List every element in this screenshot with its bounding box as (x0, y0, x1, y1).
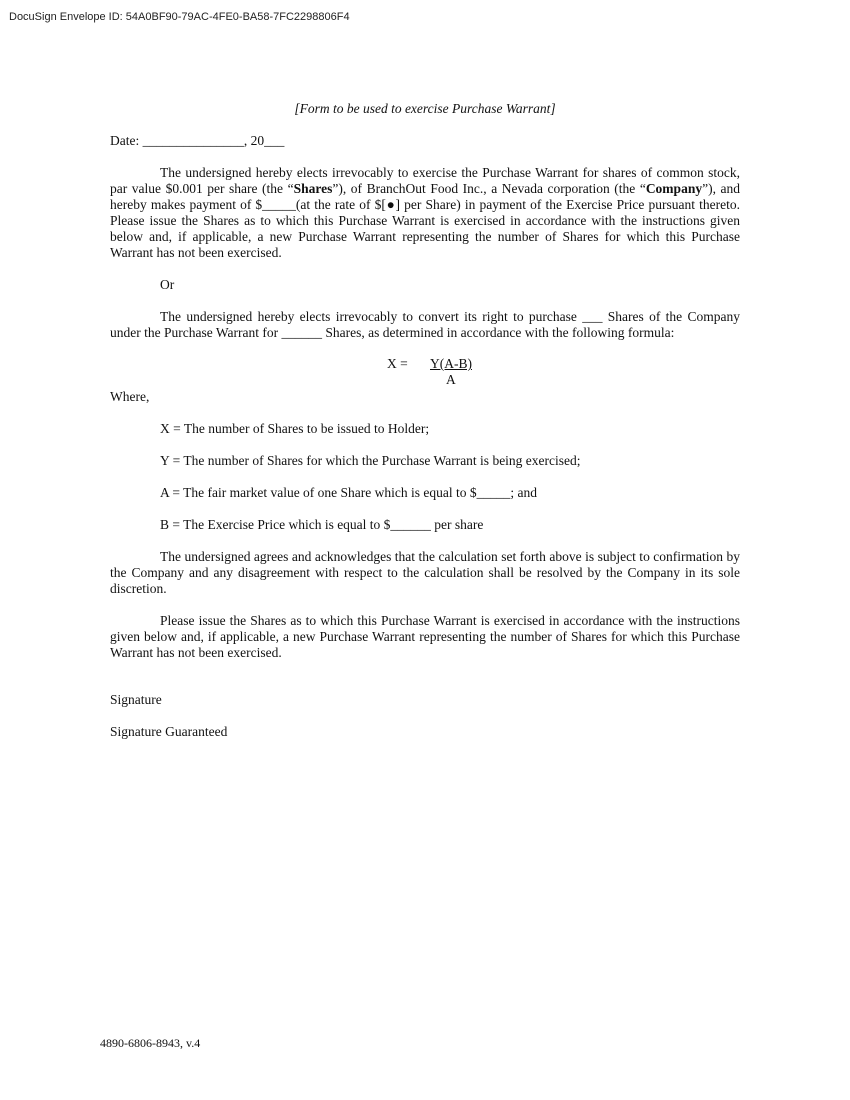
acknowledgement-paragraph: The undersigned agrees and acknowledges that the calculation set forth above is subject to confirmation by the Company and any disagreement with respect to the calculation shall be resolved by the Company in its sole discretion. (110, 549, 740, 596)
definition-a: A = The fair market value of one Share which is equal to $_____; and (160, 485, 538, 500)
exercise-paragraph-text-1: The undersigned hereby elects irrevocably to exercise the Purchase Warrant for shares of common stock, par value $0.001 per share (the “ (110, 165, 740, 196)
envelope-id: DocuSign Envelope ID: 54A0BF90-79AC-4FE0-BA58-7FC2298806F4 (9, 11, 350, 23)
signature-label: Signature (110, 692, 162, 707)
exercise-paragraph-text-3: ”), and hereby makes payment of $_____(at the rate of $[●] per Share) in payment of the Exercise Price pursuant thereto. Please issue the Shares as to which this Purchase Warrant is exercised in accordance with the instructions given below and, if applicable, a new Purchase Warrant representing the number of Shares for which this Purchase Warrant has not been exercised. (110, 181, 740, 260)
company-term: Company (645, 181, 703, 196)
definition-y: Y = The number of Shares for which the Purchase Warrant is being exercised; (160, 453, 581, 468)
formula-denominator: A (446, 372, 456, 387)
exercise-paragraph-text-2: ”), of BranchOut Food Inc., a Nevada corporation (the “ (332, 181, 646, 196)
definition-b: B = The Exercise Price which is equal to $______ per share (160, 517, 484, 532)
where-label: Where, (110, 389, 150, 404)
or-label: Or (160, 277, 175, 292)
form-title: [Form to be used to exercise Purchase Warrant] (294, 101, 556, 116)
definition-x: X = The number of Shares to be issued to Holder; (160, 421, 430, 436)
date-line: Date: _______________, 20___ (110, 133, 285, 148)
exercise-paragraph (110, 165, 740, 261)
formula-lhs: X = (387, 356, 408, 371)
signature-guaranteed-label: Signature Guaranteed (110, 724, 228, 739)
convert-paragraph: The undersigned hereby elects irrevocably to convert its right to purchase ___ Shares of the Company under the Purchase Warrant for ______ Shares, as determined in accordance with the following formula: (110, 309, 740, 340)
formula-numerator: Y(A-B) (430, 356, 472, 371)
issue-shares-paragraph: Please issue the Shares as to which this Purchase Warrant is exercised in accordance with the instructions given below and, if applicable, a new Purchase Warrant representing the number of Shares for which this Purchase Warrant has not been exercised. (110, 613, 740, 660)
document-footer-code: 4890-6806-8943, v.4 (100, 1036, 201, 1050)
shares-term: Shares (293, 181, 333, 196)
